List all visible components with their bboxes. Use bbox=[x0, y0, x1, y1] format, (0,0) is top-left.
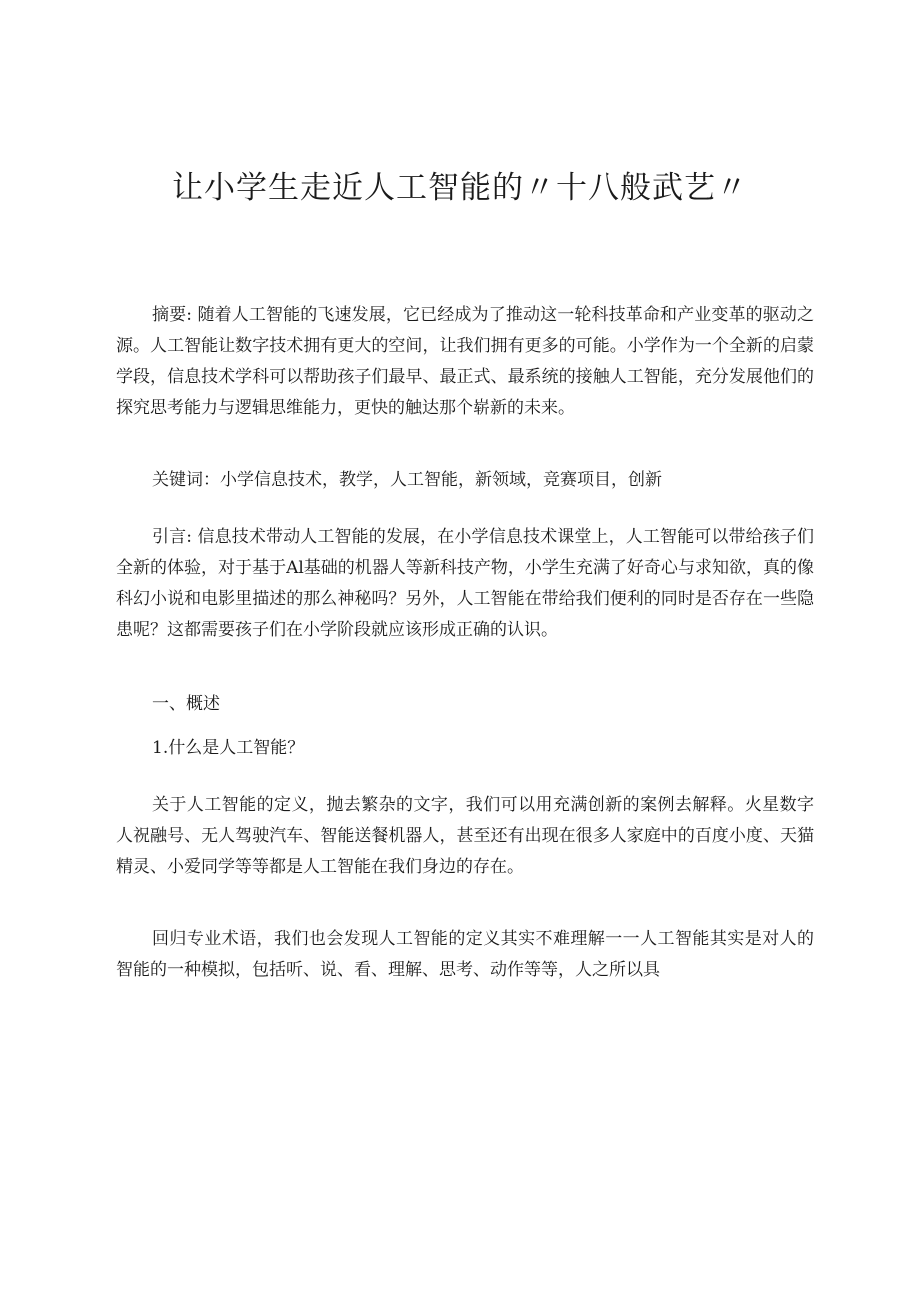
section-heading: 一、概述 bbox=[152, 694, 220, 714]
subsection-heading: 1.什么是人工智能？ bbox=[152, 738, 305, 758]
body-paragraph-2: 回归专业术语，我们也会发现人工智能的定义其实不难理解一一人工智能其实是对人的智能的一种模拟，包括听、说、看、理解、思考、动作等等，人之所以具 bbox=[116, 929, 814, 980]
abstract-paragraph: 摘要: 随着人工智能的飞速发展，它已经成为了推动这一轮科技革命和产业变革的驱动之源。人工智能让数字技术拥有更大的空间，让我们拥有更多的可能。小学作为一个全新的启蒙学段，信息技术学科可以帮助孩子们最早、最正式、最系统的接触人工智能，充分发展他们的探究思考能力与逻辑思维能力，更快的触达那个崭新的未来。 bbox=[116, 305, 814, 418]
keywords-paragraph: 关键词：小学信息技术，教学，人工智能，新领域，竞赛项目，创新 bbox=[152, 470, 662, 490]
introduction-paragraph: 引言: 信息技术带动人工智能的发展，在小学信息技术课堂上，人工智能可以带给孩子们全新的体验，对于基于Al基础的机器人等新科技产物，小学生充满了好奇心与求知欲，真的像科幻小说和电影里描述的那么神秘吗？另外，人工智能在带给我们便利的同时是否存在一些隐患呢？这都需要孩子们在小学阶段就应该形成正确的认识。 bbox=[116, 527, 814, 640]
body-paragraph-1: 关于人工智能的定义，抛去繁杂的文字，我们可以用充满创新的案例去解释。火星数字人祝融号、无人驾驶汽车、智能送餐机器人，甚至还有出现在很多人家庭中的百度小度、天猫精灵、小爱同学等等都是人工智能在我们身边的存在。 bbox=[116, 795, 814, 877]
document-title: 让小学生走近人工智能的〃十八般武艺〃 bbox=[172, 170, 748, 206]
